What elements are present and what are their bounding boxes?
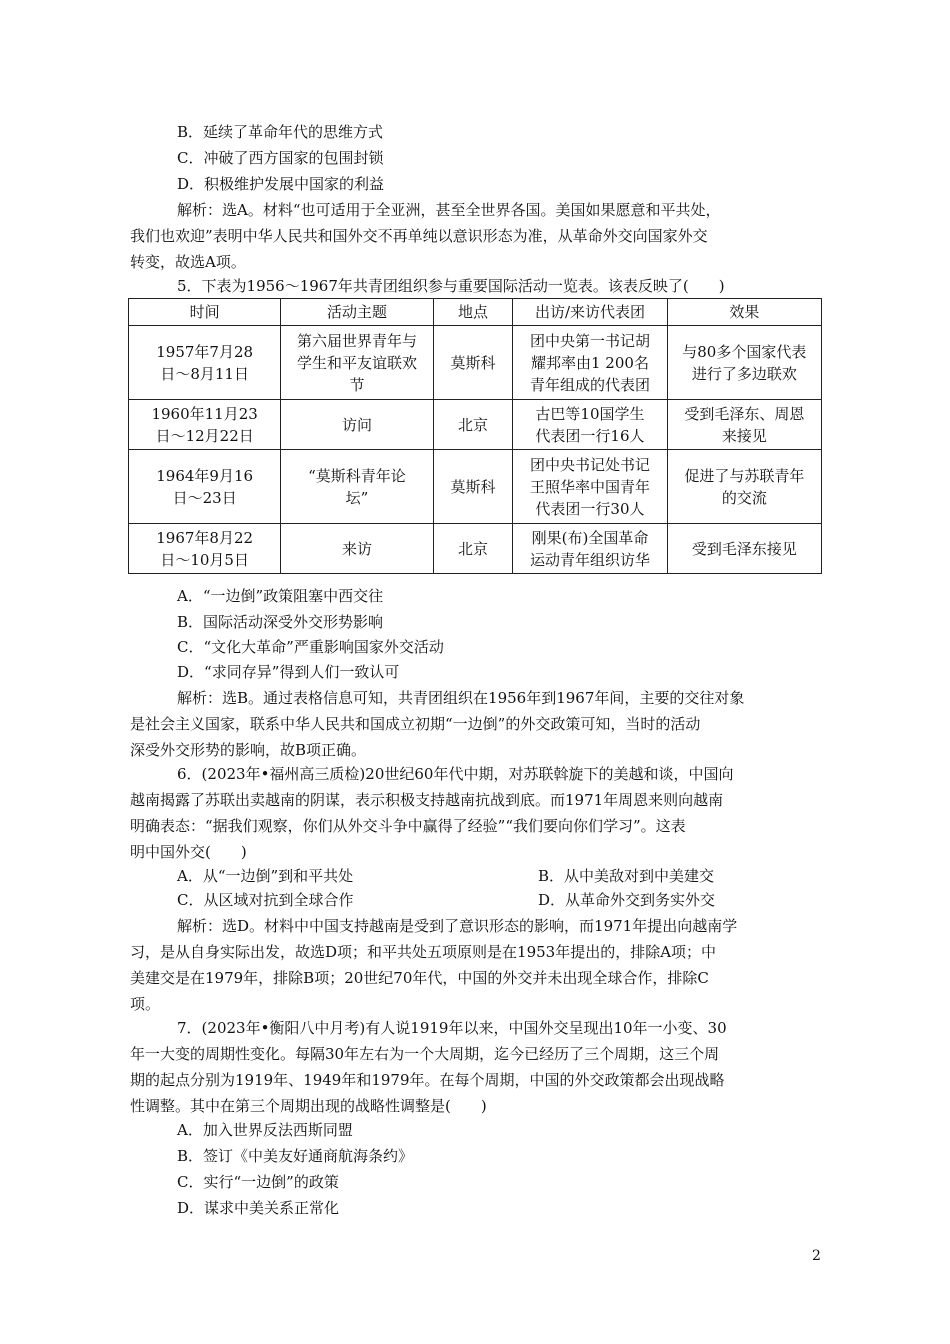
table-cell-time: 1960年11月23 日～12月22日 xyxy=(129,400,281,450)
q6-option-a: A．从“一边倒”到和平共处 xyxy=(177,867,354,885)
table-header-cell: 时间 xyxy=(129,299,281,326)
q7-stem-line: 7．(2023年•衡阳八中月考)有人说1919年以来，中国外交呈现出10年一小变、30 xyxy=(177,1019,727,1037)
q5-analysis-line: 是社会主义国家，联系中华人民共和国成立初期“一边倒”的外交政策可知，当时的活动 xyxy=(130,715,701,733)
q6-analysis-line: 解析：选D。材料中中国支持越南是受到了意识形态的影响，而1971年提出向越南学 xyxy=(177,917,738,935)
table-row xyxy=(129,524,822,574)
table-row xyxy=(129,326,822,400)
q5-option-d: D．“求同存异”得到人们一致认可 xyxy=(177,663,400,681)
q7-option-c: C．实行“一边倒”的政策 xyxy=(177,1173,339,1191)
q4-analysis-line: 转变，故选A项。 xyxy=(130,253,246,271)
table-cell-delegation: 团中央第一书记胡 耀邦率由1 200名 青年组成的代表团 xyxy=(513,326,667,400)
table-cell-effect: 与80多个国家代表 进行了多边联欢 xyxy=(667,326,821,400)
table-cell-delegation: 古巴等10国学生 代表团一行16人 xyxy=(513,400,667,450)
table-cell-theme: 来访 xyxy=(281,524,433,574)
table-cell-place: 莫斯科 xyxy=(433,450,513,524)
table-cell-effect: 受到毛泽东接见 xyxy=(667,524,821,574)
table-row xyxy=(129,450,822,524)
table-cell-delegation: 团中央书记处书记 王照华率中国青年 代表团一行30人 xyxy=(513,450,667,524)
table-header-cell: 活动主题 xyxy=(281,299,433,326)
table-header-row xyxy=(129,299,822,326)
q4-option-b: B．延续了革命年代的思维方式 xyxy=(177,123,384,141)
table-cell-effect: 受到毛泽东、周恩 来接见 xyxy=(667,400,821,450)
q4-option-c: C．冲破了西方国家的包围封锁 xyxy=(177,149,384,167)
q4-analysis-line: 解析：选A。材料“也可适用于全亚洲，甚至全世界各国。美国如果愿意和平共处， xyxy=(177,201,721,219)
table-cell-time: 1967年8月22 日～10月5日 xyxy=(129,524,281,574)
q6-analysis-line: 美建交是在1979年，排除B项；20世纪70年代，中国的外交并未出现全球合作，排除C xyxy=(130,969,709,987)
table-cell-time: 1957年7月28 日～8月11日 xyxy=(129,326,281,400)
q6-analysis-line: 习，是从自身实际出发，故选D项；和平共处五项原则是在1953年提出的，排除A项；中 xyxy=(130,943,717,961)
q5-option-b: B．国际活动深受外交形势影响 xyxy=(177,613,384,631)
q6-stem-line: 明中国外交( ) xyxy=(130,843,247,861)
q6-stem-line: 6．(2023年•福州高三质检)20世纪60年代中期，对苏联斡旋下的美越和谈，中国向 xyxy=(177,765,734,783)
table-cell-delegation: 刚果(布)全国革命 运动青年组织访华 xyxy=(513,524,667,574)
q4-analysis-line: 我们也欢迎”表明中华人民共和国外交不再单纯以意识形态为准，从革命外交向国家外交 xyxy=(130,227,708,245)
q6-stem-line: 明确表态：“据我们观察，你们从外交斗争中赢得了经验”“我们要向你们学习”。这表 xyxy=(130,817,686,835)
q7-stem-line: 性调整。其中在第三个周期出现的战略性调整是( ) xyxy=(130,1097,487,1115)
table-header-cell: 效果 xyxy=(667,299,821,326)
q5-table xyxy=(128,298,822,574)
table-cell-time: 1964年9月16 日～23日 xyxy=(129,450,281,524)
table-cell-theme: 访问 xyxy=(281,400,433,450)
table-cell-theme: 第六届世界青年与 学生和平友谊联欢 节 xyxy=(281,326,433,400)
q5-option-a: A．“一边倒”政策阻塞中西交往 xyxy=(177,587,384,605)
q6-option-d: D．从革命外交到务实外交 xyxy=(538,891,716,909)
table-cell-place: 北京 xyxy=(433,524,513,574)
q5-option-c: C．“文化大革命”严重影响国家外交活动 xyxy=(177,638,444,656)
q7-option-d: D．谋求中美关系正常化 xyxy=(177,1199,340,1217)
table-cell-effect: 促进了与苏联青年 的交流 xyxy=(667,450,821,524)
table-header-cell: 地点 xyxy=(433,299,513,326)
q6-option-b: B．从中美敌对到中美建交 xyxy=(538,867,715,885)
table-row xyxy=(129,400,822,450)
q5-analysis-line: 深受外交形势的影响，故B项正确。 xyxy=(130,741,367,759)
q5-analysis-line: 解析：选B。通过表格信息可知，共青团组织在1956年到1967年间，主要的交往对象 xyxy=(177,689,745,707)
table-cell-place: 莫斯科 xyxy=(433,326,513,400)
q7-stem-line: 年一大变的周期性变化。每隔30年左右为一个大周期，迄今已经历了三个周期，这三个周 xyxy=(130,1045,720,1063)
q5-stem: 5．下表为1956～1967年共青团组织参与重要国际活动一览表。该表反映了( ) xyxy=(177,277,725,295)
table-cell-place: 北京 xyxy=(433,400,513,450)
q4-option-d: D．积极维护发展中国家的利益 xyxy=(177,175,385,193)
q6-option-c: C．从区域对抗到全球合作 xyxy=(177,891,354,909)
q7-option-b: B．签订《中美友好通商航海条约》 xyxy=(177,1147,414,1165)
q6-analysis-line: 项。 xyxy=(130,995,161,1013)
page-number: 2 xyxy=(812,1248,821,1264)
table-header-cell: 出访/来访代表团 xyxy=(513,299,667,326)
table-cell-theme: “莫斯科青年论 坛” xyxy=(281,450,433,524)
q7-stem-line: 期的起点分别为1919年、1949年和1979年。在每个周期，中国的外交政策都会出现战略 xyxy=(130,1071,725,1089)
q7-option-a: A．加入世界反法西斯同盟 xyxy=(177,1121,353,1139)
q6-stem-line: 越南揭露了苏联出卖越南的阴谋，表示积极支持越南抗战到底。而1971年周恩来则向越南 xyxy=(130,791,724,809)
